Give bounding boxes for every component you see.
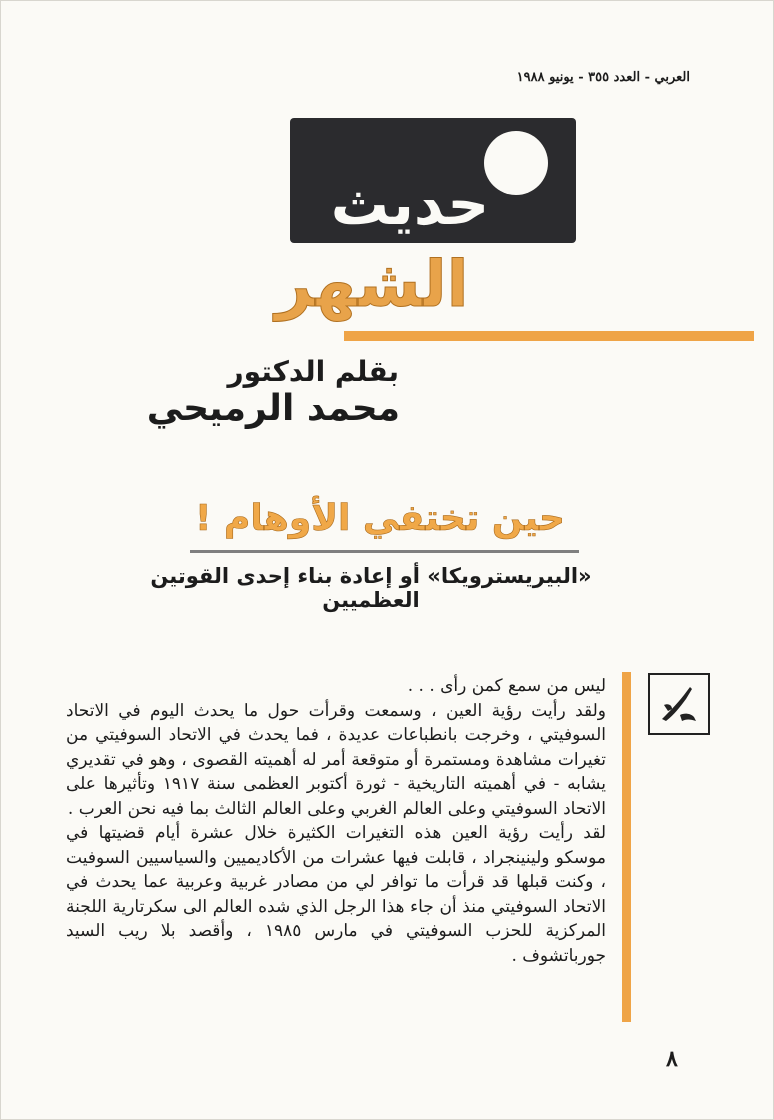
logo-word-hadith: حديث bbox=[330, 170, 490, 238]
quill-hand-icon bbox=[648, 673, 710, 735]
title-rule bbox=[190, 550, 579, 553]
article-body bbox=[66, 674, 606, 968]
masthead: العربي - العدد ٣٥٥ - يونيو ١٩٨٨ bbox=[516, 70, 690, 85]
author-name: محمد الرميحي bbox=[146, 388, 400, 429]
article-paragraph: ليس من سمع كمن رأى . . . bbox=[407, 676, 606, 696]
article-paragraph: ولقد رأيت رؤية العين ، وسمعت وقرأت حول ما يحدث اليوم في الاتحاد السوفيتي ، وخرجت بانطباعات عديدة ، فما يحدث في الاتحاد السوفيتي من تغيرات مشاهدة ومستمرة أو متوقعة أمر له أهميته القصوى ، وهو في تقديري يشابه - في أهميته التاريخية - ثورة أكتوبر العظمى سنة ١٩١٧ وتأثيرها على الاتحاد السوفيتي وعلى العالم الغربي وعلى العالم الثالث بما فيه نحن العرب . bbox=[66, 700, 606, 819]
column-rule bbox=[622, 672, 631, 1022]
article-subtitle: «البيريسترويكا» أو إعادة بناء إحدى القوتين العظميين bbox=[150, 564, 592, 612]
byline: بقلم الدكتور bbox=[227, 355, 399, 388]
logo-word-alshahr: الشهر bbox=[275, 248, 469, 322]
page-number: ٨ bbox=[666, 1046, 678, 1072]
article-paragraph: لقد رأيت رؤية العين هذه التغيرات الكثيرة خلال عشرة أيام قضيتها في موسكو ولينينجراد ، قابلت فيها عشرات من الأكاديميين والسياسيين السوفيت ، وكنت قبلها قد قرأت ما توافر لي من مصادر غربية وعربية عما يحدث في الاتحاد السوفيتي منذ أن جاء هذا الرجل الذي شده العالم الى سكرتارية اللجنة المركزية للحزب السوفيتي في مارس ١٩٨٥ ، وأقصد بلا ريب السيد جورباتشوف . bbox=[66, 823, 606, 966]
article-title: حين تختفي الأوهام ! bbox=[195, 498, 565, 539]
divider-bar bbox=[344, 331, 754, 341]
